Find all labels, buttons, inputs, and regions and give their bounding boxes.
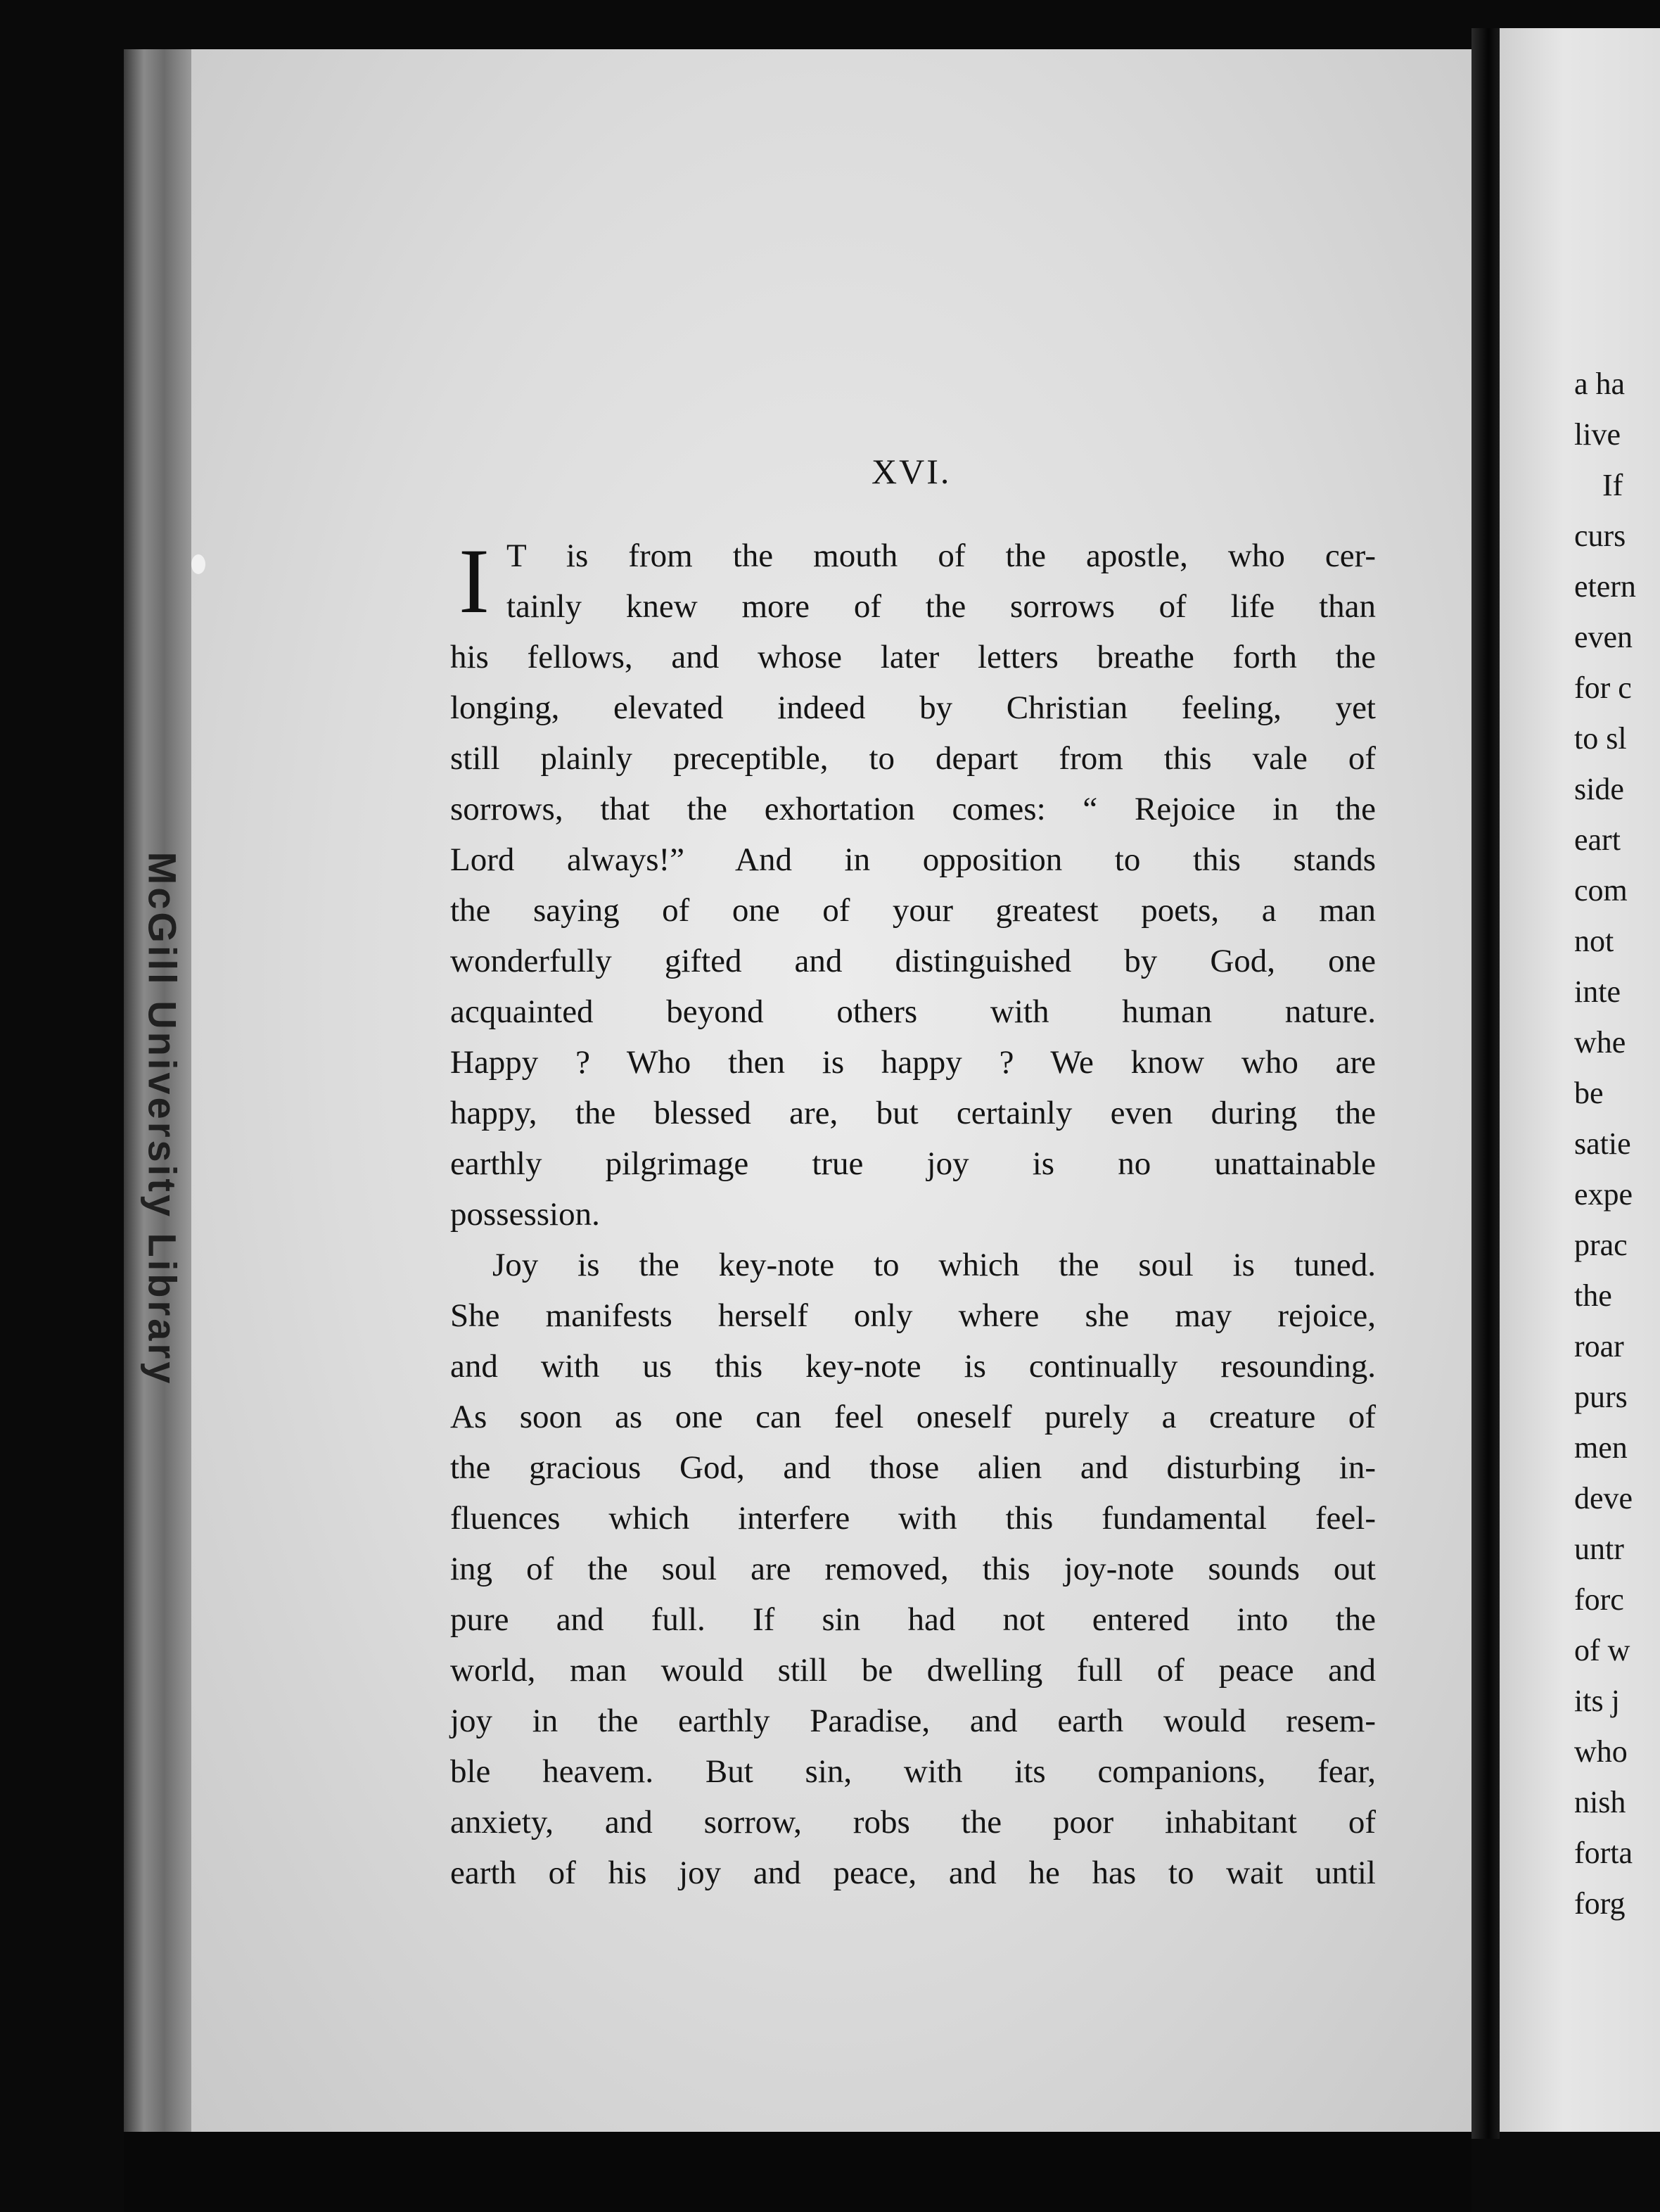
facing-line: deve [1574, 1481, 1633, 1515]
text-line: T is from the mouth of the apostle, who cer- [506, 538, 1376, 574]
facing-line: a ha [1574, 367, 1626, 401]
text-line: As soon as one can feel oneself purely a creature of [450, 1399, 1376, 1435]
facing-line: purs [1574, 1380, 1628, 1414]
facing-line: prac [1574, 1228, 1628, 1262]
text-line: still plainly preceptible, to depart from this vale of [450, 740, 1376, 777]
text-line: tainly knew more of the sorrows of life than [506, 588, 1376, 625]
text-line: ble heavem. But sin, with its companions, fear, [450, 1753, 1376, 1790]
text-line: happy, the blessed are, but certainly even during the [450, 1095, 1376, 1131]
text-line: ing of the soul are removed, this joy-note sounds out [450, 1551, 1376, 1587]
facing-line: of w [1574, 1633, 1630, 1667]
text-line: sorrows, that the exhortation comes: “ Rejoice in the [450, 791, 1376, 827]
text-line: joy in the earthly Paradise, and earth would resem- [450, 1703, 1376, 1739]
facing-line: forc [1574, 1582, 1624, 1617]
facing-line: not [1574, 924, 1614, 958]
text-line: fluences which interfere with this fundamental feel- [450, 1500, 1376, 1537]
scan-bottom-edge [124, 2132, 1471, 2212]
facing-line: etern [1574, 569, 1636, 604]
facing-line: to sl [1574, 721, 1627, 756]
text-line: earth of his joy and peace, and he has to wait until [450, 1855, 1376, 1891]
facing-line: inte [1574, 974, 1621, 1009]
text-line: and with us this key-note is continually resounding. [450, 1348, 1376, 1385]
drop-cap: I [459, 529, 490, 633]
facing-line: roar [1574, 1329, 1624, 1364]
text-line: wonderfully gifted and distinguished by God, one [450, 943, 1376, 979]
facing-line: expe [1574, 1177, 1633, 1212]
text-line: his fellows, and whose later letters breathe forth the [450, 639, 1376, 675]
chapter-heading: XVI. [872, 452, 952, 491]
book-gutter [1471, 28, 1500, 2139]
facing-line: forg [1574, 1886, 1626, 1921]
facing-line: com [1574, 873, 1628, 908]
facing-line: whe [1574, 1025, 1626, 1060]
text-line: possession. [450, 1196, 600, 1233]
text-line: pure and full. If sin had not entered into the [450, 1601, 1376, 1638]
facing-line: for c [1574, 670, 1632, 705]
library-stamp [138, 830, 187, 1407]
facing-line: the [1574, 1278, 1612, 1313]
text-line: anxiety, and sorrow, robs the poor inhabitant of [450, 1804, 1376, 1841]
text-line: world, man would still be dwelling full of peace and [450, 1652, 1376, 1689]
facing-line: who [1574, 1734, 1628, 1769]
facing-line: live [1574, 417, 1621, 452]
library-stamp-text: McGill University Library [140, 851, 185, 1386]
facing-page [1500, 28, 1660, 2132]
facing-line: even [1574, 620, 1633, 654]
facing-line: nish [1574, 1785, 1626, 1819]
facing-line: satie [1574, 1126, 1631, 1161]
text-line: acquainted beyond others with human nature. [450, 993, 1376, 1030]
text-line: the saying of one of your greatest poets, a man [450, 892, 1376, 929]
text-line: earthly pilgrimage true joy is no unattainable [450, 1145, 1376, 1182]
text-line: longing, elevated indeed by Christian feeling, yet [450, 689, 1376, 726]
facing-line: men [1574, 1430, 1628, 1465]
facing-line: curs [1574, 519, 1626, 553]
text-line: She manifests herself only where she may rejoice, [450, 1297, 1376, 1334]
facing-line: its j [1574, 1684, 1620, 1718]
paper-blemish [191, 554, 205, 574]
facing-line: forta [1574, 1836, 1633, 1870]
facing-line: side [1574, 772, 1624, 806]
text-line: the gracious God, and those alien and disturbing in- [450, 1449, 1376, 1486]
facing-line: If [1602, 468, 1623, 502]
text-line: Lord always!” And in opposition to this stands [450, 841, 1376, 878]
facing-line: eart [1574, 822, 1621, 857]
text-line: Happy ? Who then is happy ? We know who are [450, 1044, 1376, 1081]
facing-line: be [1574, 1076, 1604, 1110]
facing-line: untr [1574, 1532, 1624, 1566]
text-line: Joy is the key-note to which the soul is tuned. [492, 1247, 1376, 1283]
